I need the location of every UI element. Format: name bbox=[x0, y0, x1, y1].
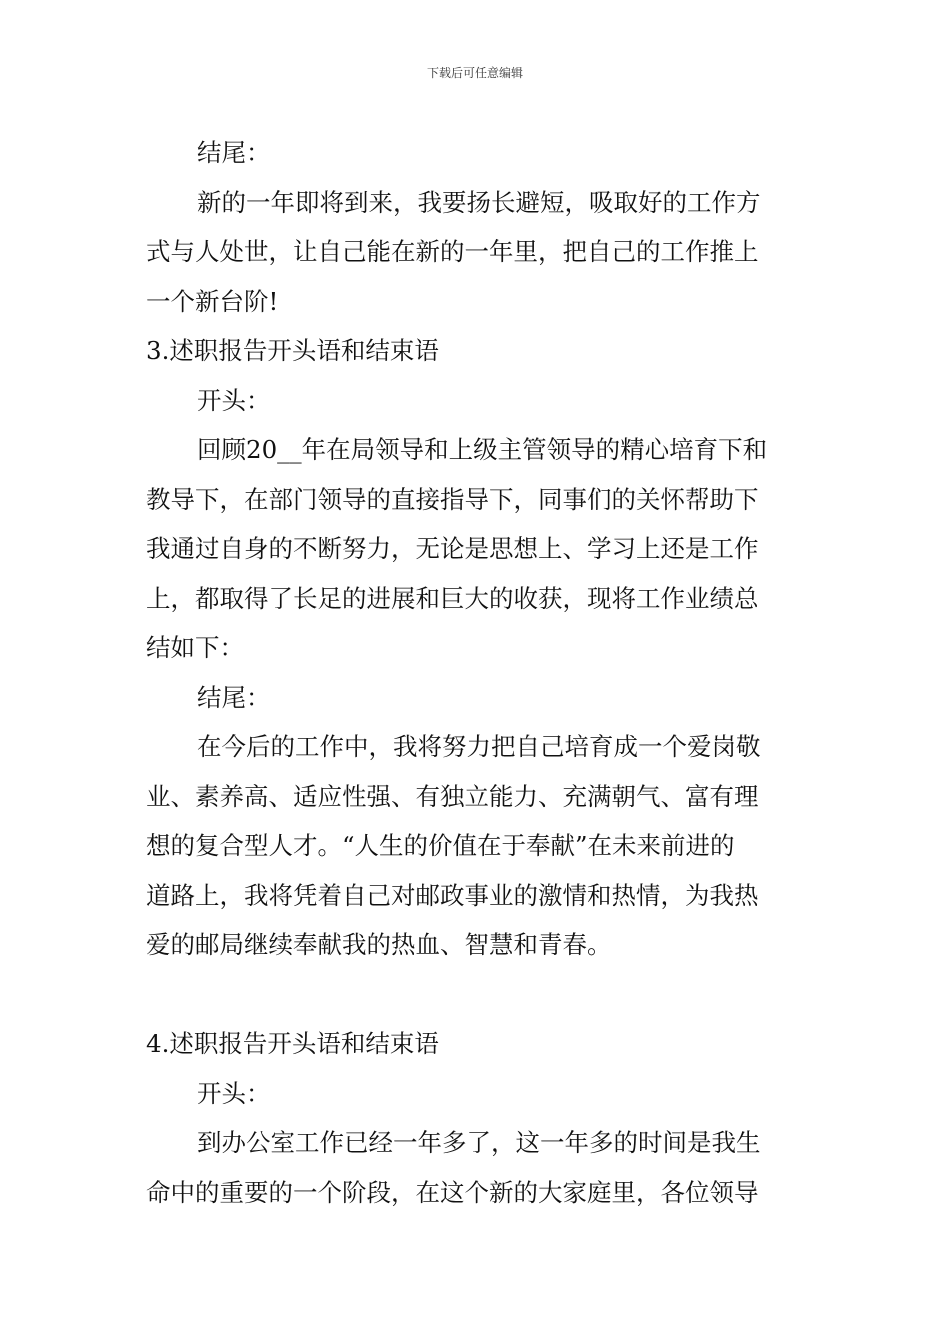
paragraph-line: 命中的重要的一个阶段，在这个新的大家庭里，各位领导 bbox=[146, 1177, 759, 1207]
paragraph-line: 结尾： bbox=[197, 682, 271, 712]
paragraph-line: 回顾20__年在局领导和上级主管领导的精心培育下和 bbox=[197, 435, 768, 464]
document-body bbox=[146, 128, 806, 1217]
paragraph-line: 开头： bbox=[197, 1078, 271, 1108]
paragraph-line: 结尾： bbox=[197, 138, 271, 167]
paragraph-line: 爱的邮局继续奉献我的热血、智慧和青春。 bbox=[146, 930, 612, 959]
blank-line bbox=[146, 970, 806, 1020]
paragraph-line: 上，都取得了长足的进展和巨大的收获，现将工作业绩总 bbox=[146, 583, 759, 613]
page-header: 下载后可任意编辑 bbox=[426, 66, 523, 80]
paragraph-line: 业、素养高、适应性强、有独立能力、充满朝气、富有理 bbox=[146, 781, 759, 811]
paragraph-line: 一个新台阶! bbox=[146, 286, 279, 316]
paragraph-line: 结如下： bbox=[146, 633, 244, 662]
section-heading: 4.述职报告开头语和结束语 bbox=[146, 1029, 439, 1058]
section-heading: 3.述职报告开头语和结束语 bbox=[146, 336, 439, 365]
paragraph-line: 我通过自身的不断努力，无论是思想上、学习上还是工作 bbox=[146, 534, 759, 563]
paragraph-line: 在今后的工作中，我将努力把自己培育成一个爱岗敬 bbox=[197, 732, 761, 761]
paragraph-line: 到办公室工作已经一年多了，这一年多的时间是我生 bbox=[197, 1128, 761, 1157]
paragraph-line: 道路上，我将凭着自己对邮政事业的激情和热情，为我热 bbox=[146, 880, 759, 910]
paragraph-line: 新的一年即将到来，我要扬长避短，吸取好的工作方 bbox=[197, 187, 761, 217]
paragraph-line: 开头： bbox=[197, 385, 271, 415]
paragraph-line: 教导下，在部门领导的直接指导下，同事们的关怀帮助下 bbox=[146, 484, 759, 514]
paragraph-line: 想的复合型人才。“人生的价值在于奉献”在未来前进的 bbox=[146, 831, 735, 860]
paragraph-line: 式与人处世，让自己能在新的一年里，把自己的工作推上 bbox=[146, 237, 759, 266]
